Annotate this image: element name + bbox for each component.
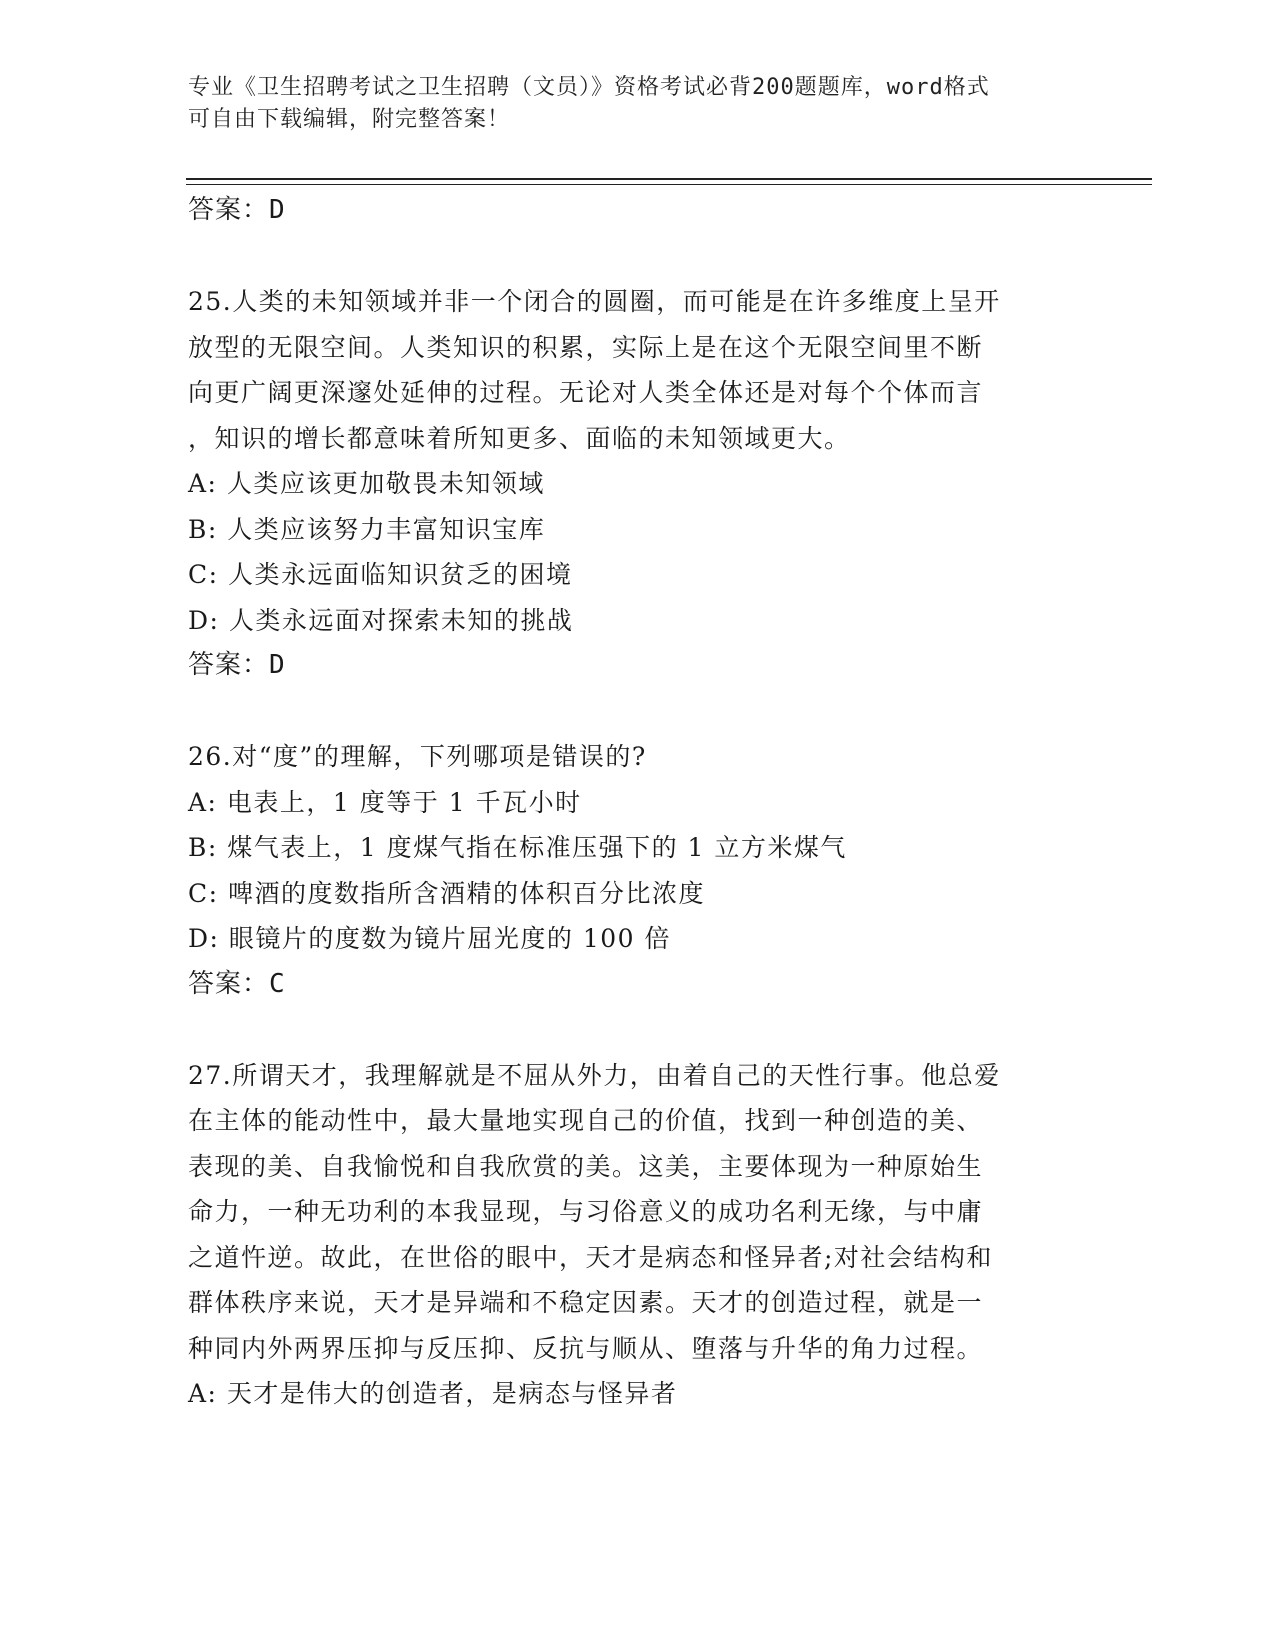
question-text-line: 放型的无限空间。人类知识的积累，实际上是在这个无限空间里不断 xyxy=(188,332,984,362)
question-26 xyxy=(188,734,1088,1007)
header-divider-bottom xyxy=(186,184,1152,185)
question-text-line: 27.所谓天才，我理解就是不屈从外力，由着自己的天性行事。他总爱 xyxy=(188,1060,1001,1090)
question-text-line: 之道忤逆。故此，在世俗的眼中，天才是病态和怪异者;对社会结构和 xyxy=(188,1242,993,1272)
question-text-line: 向更广阔更深邃处延伸的过程。无论对人类全体还是对每个个体而言 xyxy=(188,378,984,407)
question-27 xyxy=(188,1053,1088,1417)
header-divider-top xyxy=(186,178,1152,180)
question-text-line: 在主体的能动性中，最大量地实现自己的价值，找到一种创造的美、 xyxy=(188,1106,984,1135)
question-text-line: 群体秩序来说，天才是异端和不稳定因素。天才的创造过程，就是一 xyxy=(188,1288,984,1317)
option-d: D: 人类永远面对探索未知的挑战 xyxy=(188,605,574,635)
option-c: C: 啤酒的度数指所含酒精的体积百分比浓度 xyxy=(188,878,705,908)
option-b: B: 人类应该努力丰富知识宝库 xyxy=(188,514,546,544)
option-a: A: 人类应该更加敬畏未知领域 xyxy=(188,469,545,498)
spacer xyxy=(188,689,1088,735)
question-text-line: 26.对“度”的理解，下列哪项是错误的? xyxy=(188,742,647,771)
answer-line: 答案：C xyxy=(188,968,286,999)
question-content xyxy=(188,188,1088,1417)
option-a: A: 电表上，1 度等于 1 千瓦小时 xyxy=(188,787,582,817)
question-text-line: 25.人类的未知领域并非一个闭合的圆圈，而可能是在许多维度上呈开 xyxy=(188,287,1001,316)
question-text-line: 表现的美、自我愉悦和自我欣赏的美。这美，主要体现为一种原始生 xyxy=(188,1151,984,1181)
question-text-line: ，知识的增长都意味着所知更多、面临的未知领域更大。 xyxy=(188,423,851,453)
option-b: B: 煤气表上，1 度煤气指在标准压强下的 1 立方米煤气 xyxy=(188,833,847,862)
question-text-line: 种同内外两界压抑与反压抑、反抗与顺从、堕落与升华的角力过程。 xyxy=(188,1333,984,1363)
spacer xyxy=(188,234,1088,280)
option-c: C: 人类永远面临知识贫乏的困境 xyxy=(188,560,573,589)
option-d: D: 眼镜片的度数为镜片屈光度的 100 倍 xyxy=(188,924,672,953)
answer-line: 答案：D xyxy=(188,195,286,225)
header-line-1: 专业《卫生招聘考试之卫生招聘（文员）》资格考试必背200题题库，word格式 xyxy=(188,75,990,100)
answer-line: 答案：D xyxy=(188,650,286,680)
header-line-2: 可自由下载编辑，附完整答案！ xyxy=(188,107,511,132)
question-25 xyxy=(188,279,1088,689)
question-text-line: 命力，一种无功利的本我显现，与习俗意义的成功名利无缘，与中庸 xyxy=(188,1197,984,1226)
spacer xyxy=(188,1007,1088,1053)
option-a: A: 天才是伟大的创造者，是病态与怪异者 xyxy=(188,1379,678,1408)
page-header xyxy=(188,72,1068,136)
